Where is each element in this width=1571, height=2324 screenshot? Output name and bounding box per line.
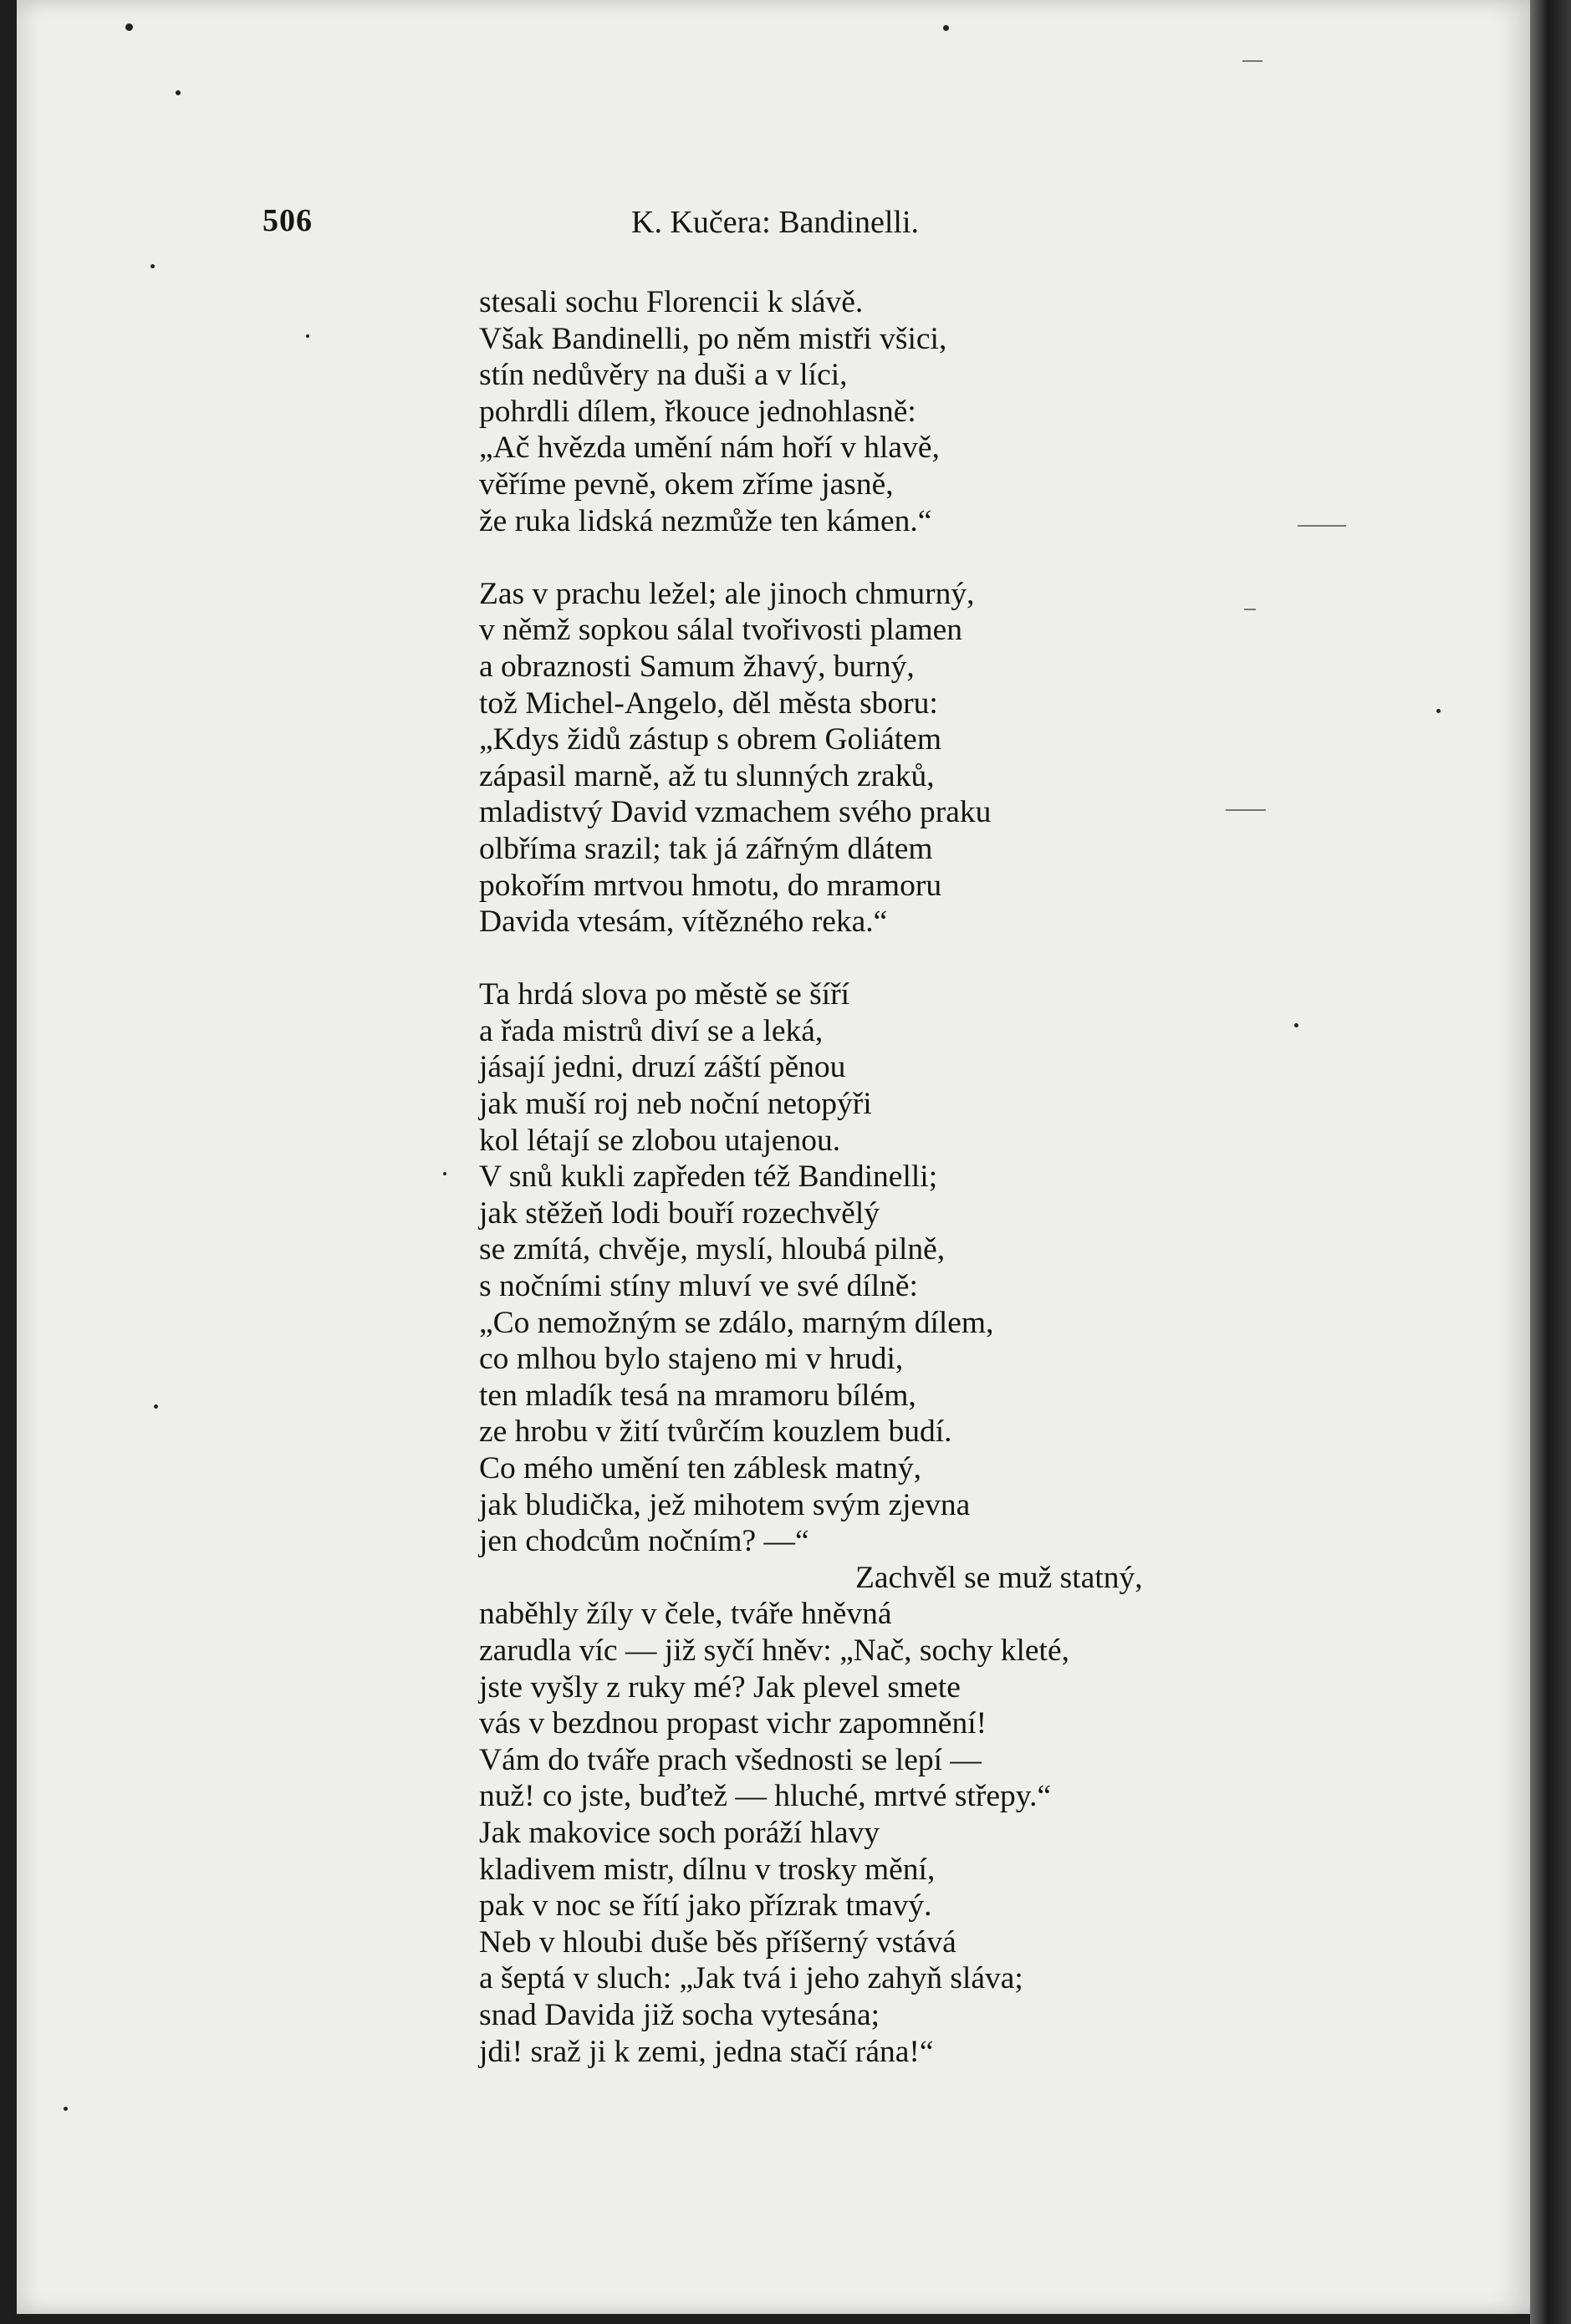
poem-line: Však Bandinelli, po něm mistři všici, bbox=[479, 321, 947, 356]
poem-line: pak v noc se řítí jako přízrak tmavý. bbox=[479, 1888, 932, 1924]
poem-line: ze hrobu v žití tvůrčím kouzlem budí. bbox=[479, 1414, 952, 1450]
poem-line: jak bludička, jež mihotem svým zjevna bbox=[479, 1487, 971, 1522]
poem-line: kladivem mistr, dílnu v trosky mění, bbox=[479, 1852, 936, 1887]
poem-line: jak stěžeň lodi bouří rozechvělý bbox=[479, 1195, 880, 1231]
stanza-2 bbox=[479, 576, 1466, 940]
poem-line: Vám do tváře prach všednosti se lepí — bbox=[479, 1742, 982, 1777]
poem-line: Zas v prachu ležel; ale jinoch chmurný, bbox=[479, 576, 975, 611]
stanza-1 bbox=[479, 284, 1466, 539]
book-page bbox=[17, 0, 1534, 2314]
scan-mark bbox=[1244, 609, 1256, 610]
poem-line: Co mého umění ten záblesk matný, bbox=[479, 1451, 922, 1486]
poem-line: snad Davida již socha vytesána; bbox=[479, 1997, 880, 2032]
page-number: 506 bbox=[263, 203, 313, 238]
poem-line: stesali sochu Florencii k slávě. bbox=[479, 285, 864, 319]
poem-line: mladistvý David vzmachem svého praku bbox=[479, 795, 992, 830]
scan-speck bbox=[150, 264, 155, 268]
poem-line: v němž sopkou sálal tvořivosti plamen bbox=[479, 613, 963, 648]
poem-line: Davida vtesám, vítězného reka.“ bbox=[479, 905, 888, 940]
poem-line: V snů kukli zapředen též Bandinelli; bbox=[479, 1159, 938, 1195]
poem-line: že ruka lidská nezmůže ten kámen.“ bbox=[479, 503, 932, 538]
scan-speck bbox=[125, 23, 133, 31]
scan-speck bbox=[154, 1404, 158, 1409]
poem-line-indented: Zachvěl se muž statný, bbox=[855, 1560, 1143, 1595]
scan-speck bbox=[306, 334, 309, 338]
poem-line: vás v bezdnou propast vichr zapomnění! bbox=[479, 1706, 987, 1741]
scan-mark bbox=[1226, 809, 1266, 811]
poem-line: Jak makovice soch poráží hlavy bbox=[479, 1815, 880, 1850]
poem-line: se zmítá, chvěje, myslí, hloubá pilně, bbox=[479, 1232, 946, 1267]
poem-line: jste vyšly z ruky mé? Jak plevel smete bbox=[479, 1669, 961, 1705]
poem-line: tož Michel-Angelo, děl města sboru: bbox=[479, 685, 938, 721]
poem-line: jak muší roj neb noční netopýři bbox=[479, 1087, 872, 1122]
poem-line: jdi! sraž ji k zemi, jedna stačí rána!“ bbox=[479, 2034, 934, 2069]
scan-speck bbox=[943, 25, 949, 31]
book-spine-edge bbox=[1530, 0, 1571, 2324]
poem-line: olbříma srazil; tak já zářným dlátem bbox=[479, 831, 933, 866]
poem-line: ten mladík tesá na mramoru bílém, bbox=[479, 1378, 916, 1413]
scan-speck bbox=[1294, 1023, 1298, 1027]
poem-line: s nočními stíny mluví ve své dílně: bbox=[479, 1269, 918, 1304]
scan-speck bbox=[443, 1172, 446, 1175]
poem-line: pohrdli dílem, řkouce jednohlasně: bbox=[479, 394, 916, 429]
poem-line: jásají jedni, druzí záští pěnou bbox=[479, 1050, 846, 1085]
poem-line: pokořím mrtvou hmotu, do mramoru bbox=[479, 868, 942, 903]
running-title: K. Kučera: Bandinelli. bbox=[631, 205, 920, 240]
scan-mark bbox=[1298, 525, 1346, 527]
stanza-3 bbox=[479, 976, 1466, 2070]
poem-line: zarudla víc — již syčí hněv: „Nač, sochy kleté, bbox=[479, 1633, 1069, 1668]
poem-line: a obraznosti Samum žhavý, burný, bbox=[479, 649, 915, 684]
poem-line: „Co nemožným se zdálo, marným dílem, bbox=[479, 1305, 994, 1340]
poem-line: kol létají se zlobou utajenou. bbox=[479, 1123, 841, 1158]
scan-mark bbox=[1242, 60, 1262, 62]
scan-speck bbox=[176, 90, 181, 95]
poem-line: nuž! co jste, buďtež — hluché, mrtvé střepy.“ bbox=[479, 1779, 1052, 1814]
page-header bbox=[17, 202, 1534, 252]
poem-line: Neb v hloubi duše běs příšerný vstává bbox=[479, 1924, 956, 1960]
poem-line: „Kdys židů zástup s obrem Goliátem bbox=[479, 722, 941, 757]
poem-text bbox=[479, 284, 1466, 2107]
poem-line: a řada mistrů diví se a leká, bbox=[479, 1013, 824, 1048]
poem-line: naběhly žíly v čele, tváře hněvná bbox=[479, 1597, 892, 1632]
scan-speck bbox=[1436, 709, 1441, 713]
poem-line: jen chodcům nočním? —“ bbox=[479, 1524, 809, 1559]
poem-line: stín nedůvěry na duši a v líci, bbox=[479, 358, 848, 393]
poem-line: a šeptá v sluch: „Jak tvá i jeho zahyň sláva; bbox=[479, 1961, 1023, 1996]
poem-line: věříme pevně, okem zříme jasně, bbox=[479, 466, 894, 502]
scan-speck bbox=[64, 2107, 68, 2111]
poem-line: co mlhou bylo stajeno mi v hrudi, bbox=[479, 1342, 904, 1377]
poem-line: Ta hrdá slova po městě se šíří bbox=[479, 977, 850, 1012]
poem-line: „Ač hvězda umění nám hoří v hlavě, bbox=[479, 431, 940, 466]
poem-line: zápasil marně, až tu slunných zraků, bbox=[479, 758, 935, 793]
